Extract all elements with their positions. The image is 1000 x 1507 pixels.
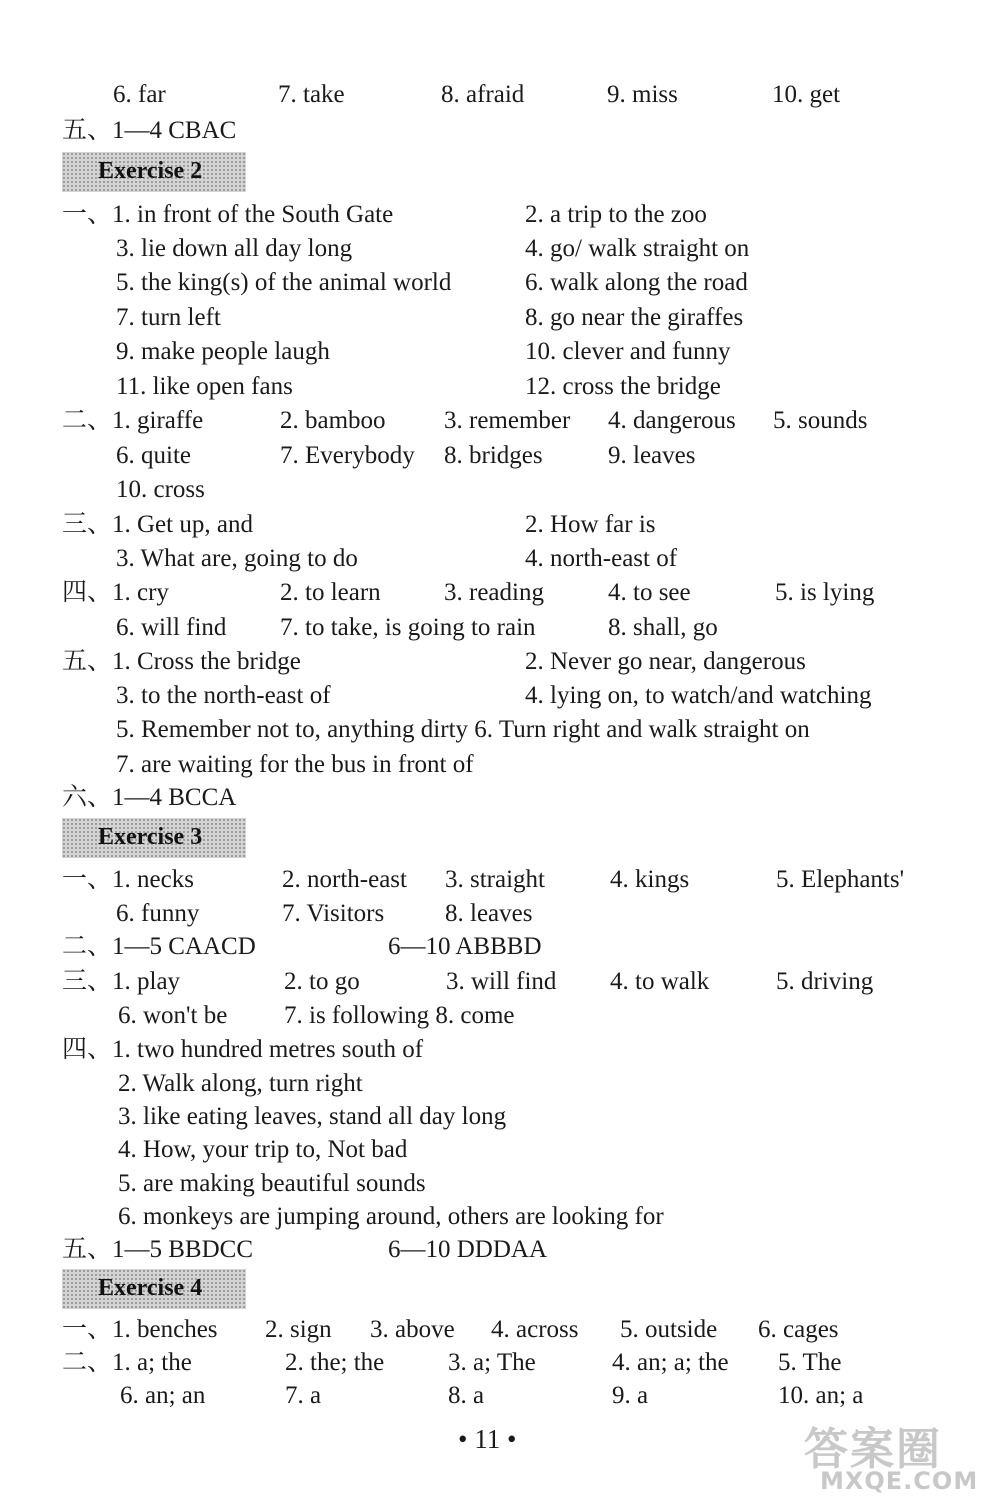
watermark-logo: 答案圈	[804, 1424, 942, 1475]
answer-item: 8. go near the giraffes	[525, 304, 744, 331]
answer-item: 3. will find	[446, 968, 557, 995]
answer-item: 3. lie down all day long	[116, 235, 353, 262]
answer-item: 2. sign	[265, 1316, 332, 1343]
answer-item: 8. a	[448, 1382, 485, 1409]
answer-item: 6. funny	[116, 900, 200, 927]
answer-item: 5. Elephants'	[776, 866, 905, 893]
answer-item: 四、1. two hundred metres south of	[62, 1036, 424, 1063]
exercise-4-header	[62, 1269, 246, 1309]
exercise-4-title: Exercise 4	[98, 1275, 203, 1301]
answer-item: 11. like open fans	[116, 373, 293, 400]
answer-item: 3. remember	[444, 407, 571, 434]
answer-item: 2. the; the	[285, 1349, 385, 1376]
answer-item: 6. walk along the road	[525, 269, 748, 296]
answer-item: 4. north-east of	[525, 545, 678, 572]
answer-item: 2. How far is	[525, 511, 656, 538]
answer-item: 9. leaves	[608, 442, 696, 469]
answer-item: 8. leaves	[445, 900, 533, 927]
answer-item: 6. an; an	[120, 1382, 206, 1409]
answer-item: 三、1. Get up, and	[62, 511, 253, 538]
answer-item: 2. to go	[284, 968, 360, 995]
answer-item: 6. far	[113, 81, 166, 108]
answer-item: 4. to see	[608, 579, 691, 606]
answer-item: 五、1—5 BBDCC	[62, 1236, 254, 1263]
answer-item: 4. go/ walk straight on	[525, 235, 750, 262]
answer-item: 2. bamboo	[280, 407, 386, 434]
answer-item: 9. miss	[607, 81, 678, 108]
exercise-3-header	[62, 818, 246, 858]
answer-item: 4. across	[491, 1316, 579, 1343]
answer-item: 3. reading	[444, 579, 544, 606]
answer-item: 4. to walk	[610, 968, 710, 995]
exercise-3-title: Exercise 3	[98, 824, 203, 850]
answer-item: 2. Walk along, turn right	[118, 1070, 363, 1097]
exercise-2-header	[62, 152, 246, 192]
answer-item: 五、1—4 CBAC	[62, 117, 237, 144]
answer-item: 6. quite	[116, 442, 191, 469]
answer-item: 六、1—4 BCCA	[62, 784, 237, 811]
answer-item: 5. sounds	[773, 407, 868, 434]
answer-item: 6. cages	[758, 1316, 839, 1343]
answer-item: 6—10 DDDAA	[388, 1236, 548, 1263]
answer-item: 3. to the north-east of	[116, 682, 331, 709]
answer-item: 6. won't be	[118, 1002, 228, 1029]
answer-item: 7. Visitors	[282, 900, 385, 927]
answer-item: 9. a	[612, 1382, 649, 1409]
answer-item: 5. the king(s) of the animal world	[116, 269, 452, 296]
answer-item: 5. is lying	[775, 579, 875, 606]
answer-item: 2. to learn	[280, 579, 381, 606]
answer-item: 9. make people laugh	[116, 338, 330, 365]
answer-item: 一、1. necks	[62, 866, 194, 893]
answer-item: 5. are making beautiful sounds	[118, 1170, 426, 1197]
answer-item: 7. is following 8. come	[284, 1002, 515, 1029]
answer-item: 5. outside	[620, 1316, 718, 1343]
answer-item: 4. How, your trip to, Not bad	[118, 1136, 408, 1163]
answer-item: 4. dangerous	[608, 407, 736, 434]
answer-item: 10. an; a	[778, 1382, 864, 1409]
exercise-2-title: Exercise 2	[98, 158, 203, 184]
answer-item: 5. The	[778, 1349, 842, 1376]
answer-item: 10. get	[772, 81, 841, 108]
answer-item: 6. monkeys are jumping around, others are looking for	[118, 1203, 664, 1230]
answer-item: 7. to take, is going to rain	[280, 614, 536, 641]
answer-item: 二、1—5 CAACD	[62, 933, 256, 960]
answer-item: 5. driving	[776, 968, 874, 995]
answer-item: 7. are waiting for the bus in front of	[116, 751, 474, 778]
watermark-url: MXQE.COM	[820, 1467, 979, 1495]
answer-item: 3. above	[370, 1316, 455, 1343]
answer-item: 3. straight	[445, 866, 545, 893]
answer-item: 2. Never go near, dangerous	[525, 648, 806, 675]
answer-item: 7. take	[278, 81, 345, 108]
answer-item: 三、1. play	[62, 968, 181, 995]
answer-item: 2. a trip to the zoo	[525, 201, 707, 228]
answer-item: 四、1. cry	[62, 579, 169, 606]
answer-item: 二、1. giraffe	[62, 407, 204, 434]
answer-item: 3. a; The	[448, 1349, 536, 1376]
page-number: • 11 •	[458, 1424, 517, 1454]
answer-item: 6—10 ABBBD	[388, 933, 542, 960]
answer-item: 8. shall, go	[608, 614, 718, 641]
answer-item: 6. will find	[116, 614, 227, 641]
answer-item: 一、1. benches	[62, 1316, 218, 1343]
answer-item: 2. north-east	[282, 866, 407, 893]
answer-item: 8. bridges	[444, 442, 543, 469]
answer-item: 一、1. in front of the South Gate	[62, 201, 394, 228]
answer-item: 8. afraid	[441, 81, 525, 108]
answer-item: 12. cross the bridge	[525, 373, 721, 400]
answer-item: 二、1. a; the	[62, 1349, 192, 1376]
answer-item: 4. kings	[610, 866, 690, 893]
answer-item: 4. lying on, to watch/and watching	[525, 682, 872, 709]
answer-item: 10. cross	[116, 476, 205, 503]
answer-item: 7. Everybody	[280, 442, 415, 469]
answer-item: 4. an; a; the	[612, 1349, 729, 1376]
watermark	[794, 1413, 994, 1503]
answer-item: 3. like eating leaves, stand all day long	[118, 1103, 507, 1130]
answer-item: 五、1. Cross the bridge	[62, 648, 301, 675]
answer-item: 3. What are, going to do	[116, 545, 358, 572]
answer-item: 7. a	[285, 1382, 322, 1409]
answer-item: 10. clever and funny	[525, 338, 731, 365]
answer-item: 5. Remember not to, anything dirty 6. Turn right and walk straight on	[116, 716, 810, 743]
answer-item: 7. turn left	[116, 304, 221, 331]
